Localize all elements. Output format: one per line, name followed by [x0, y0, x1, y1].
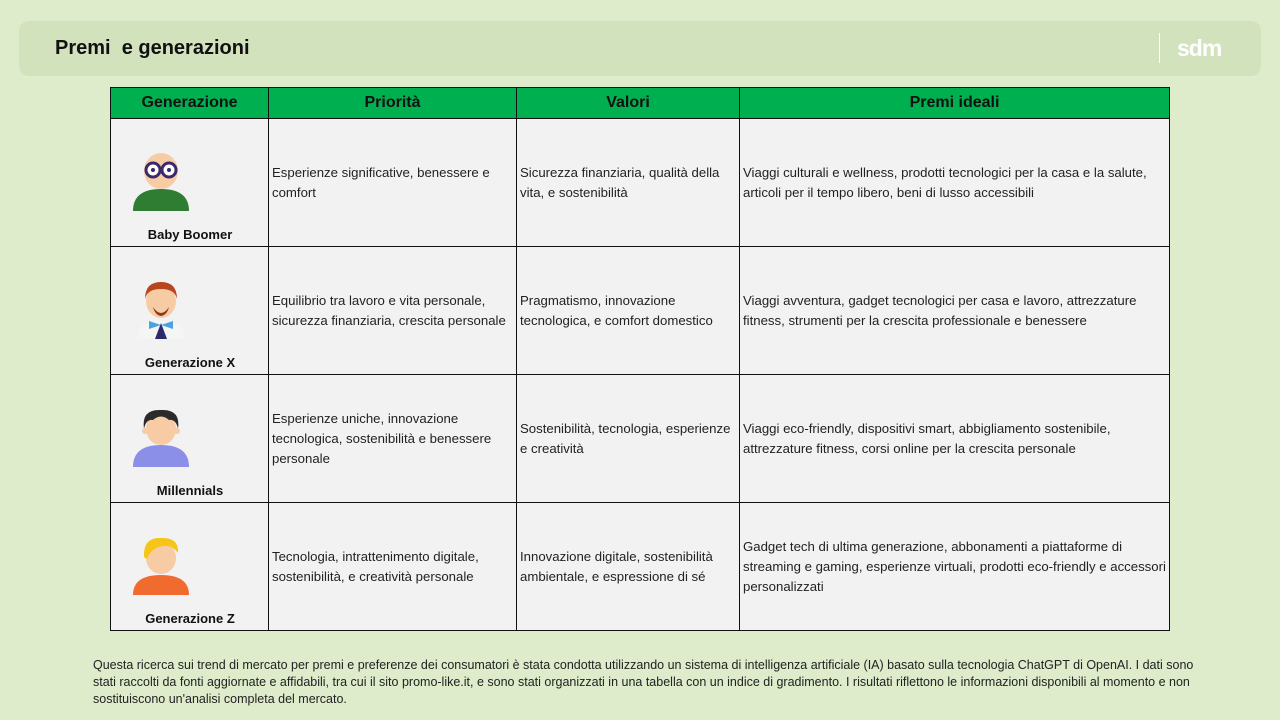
generation-label: Generazione X [144, 355, 236, 370]
priority-cell: Equilibrio tra lavoro e vita personale, sicurezza finanziaria, crescita personale [269, 247, 517, 375]
values-cell: Innovazione digitale, sostenibilità ambientale, e espressione di sé [517, 503, 740, 631]
values-cell: Pragmatismo, innovazione tecnologica, e comfort domestico [517, 247, 740, 375]
values-cell: Sicurezza finanziaria, qualità della vita, e sostenibilità [517, 119, 740, 247]
values-cell: Sostenibilità, tecnologia, esperienze e creatività [517, 375, 740, 503]
priority-cell: Esperienze uniche, innovazione tecnologica, sostenibilità e benessere personale [269, 375, 517, 503]
blond-teen-icon [131, 535, 191, 595]
rewards-cell: Viaggi avventura, gadget tecnologici per casa e lavoro, attrezzature fitness, strumenti per la crescita professionale e benessere [740, 247, 1170, 375]
column-header-valori: Valori [517, 88, 740, 119]
footer-disclaimer: Questa ricerca sui trend di mercato per premi e preferenze dei consumatori è stata condotta utilizzando un sistema di intelligenza artificiale (IA) basato sulla tecnologia ChatGPT di OpenAI. I dati sono stati raccolti da fonti aggiornate e affidabili, tra cui il sito promo-like.it, e sono stati organizzati in una tabella con un indice di gradimento. I risultati riflettono le informazioni disponibili al momento e non sostituiscono un'analisi completa del mercato. [93, 658, 1194, 706]
title-bar [19, 21, 1261, 76]
table-header-row [111, 88, 1170, 119]
priority-cell: Esperienze significative, benessere e comfort [269, 119, 517, 247]
generation-cell [111, 119, 269, 247]
generation-label: Generazione Z [145, 611, 235, 626]
rewards-cell: Viaggi eco-friendly, dispositivi smart, abbigliamento sostenibile, attrezzature fitness, corsi online per la crescita personale [740, 375, 1170, 503]
column-header-generazione: Generazione [111, 88, 269, 119]
priority-cell: Tecnologia, intrattenimento digitale, sostenibilità, e creatività personale [269, 503, 517, 631]
column-header-priorita: Priorità [269, 88, 517, 119]
table-row [111, 119, 1170, 247]
brand-logo: sdm [1177, 35, 1222, 61]
rewards-cell: Viaggi culturali e wellness, prodotti tecnologici per la casa e la salute, articoli per il tempo libero, beni di lusso accessibili [740, 119, 1170, 247]
rewards-cell: Gadget tech di ultima generazione, abbonamenti a piattaforme di streaming e gaming, esperienze virtuali, prodotti eco-friendly e accessori personalizzati [740, 503, 1170, 631]
man-with-bowtie-icon [131, 279, 191, 339]
generation-cell [111, 503, 269, 631]
young-adult-icon [131, 407, 191, 467]
column-header-premi-ideali: Premi ideali [740, 88, 1170, 119]
table-row [111, 375, 1170, 503]
table-row [111, 503, 1170, 631]
page-title: Premi e generazioni [55, 37, 250, 59]
generation-label: Millennials [156, 483, 224, 498]
generation-cell [111, 375, 269, 503]
generation-cell [111, 247, 269, 375]
header-divider [1159, 33, 1160, 63]
generations-table [110, 87, 1170, 631]
generation-label: Baby Boomer [147, 227, 233, 242]
elderly-person-with-glasses-icon [131, 151, 191, 211]
table-row [111, 247, 1170, 375]
